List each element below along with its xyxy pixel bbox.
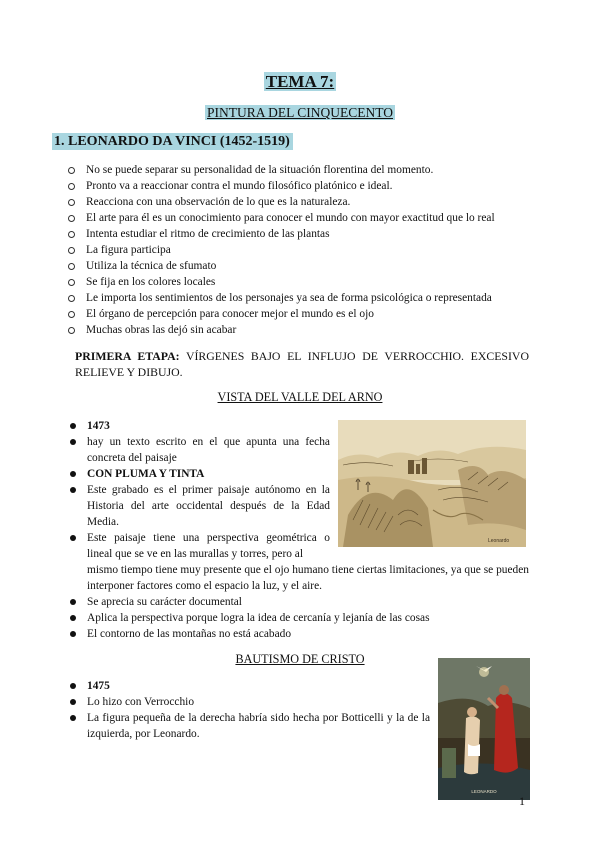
list-item: El contorno de las montañas no está acabado [68, 626, 538, 642]
baptist-head [499, 685, 509, 695]
list-item: Se aprecia su carácter documental [68, 594, 538, 610]
angel-left [442, 748, 456, 778]
list-item: 1473 [68, 418, 330, 434]
stage-paragraph [75, 348, 529, 380]
list-item: Reacciona con una observación de lo que es la naturaleza. [68, 194, 538, 210]
baptism-painting [438, 658, 530, 800]
stage-label: PRIMERA ETAPA: [75, 349, 180, 363]
page-number: 1 [519, 794, 525, 808]
painting-caption: LEONARDO [471, 789, 497, 794]
list-item: Muchas obras las dejó sin acabar [68, 322, 538, 338]
arno-bullet-list [68, 418, 330, 562]
list-item: hay un texto escrito en el que apunta una fecha concreta del paisaje [68, 434, 330, 466]
list-item: Este grabado es el primer paisaje autónomo en la Historia del arte occidental después de la Edad Media. [68, 482, 330, 530]
page-subtitle: PINTURA DEL CINQUECENTO [207, 105, 393, 120]
section-heading: 1. LEONARDO DA VINCI (1452-1519) [52, 134, 293, 150]
arno-heading: VISTA DEL VALLE DEL ARNO [217, 390, 383, 404]
list-item: La figura participa [68, 242, 538, 258]
list-item: No se puede separar su personalidad de la situación florentina del momento. [68, 162, 538, 178]
intro-bullet-list [68, 162, 538, 338]
arno-bullet-list-2 [68, 594, 538, 642]
list-item: El arte para él es un conocimiento para conocer el mundo con mayor exactitud que lo real [68, 210, 538, 226]
list-item: El órgano de percepción para conocer mejor el mundo es el ojo [68, 306, 538, 322]
list-item: Se fija en los colores locales [68, 274, 538, 290]
drawing-signature: Leonardo [488, 538, 510, 544]
arno-valley-drawing [338, 420, 526, 547]
list-item: Lo hizo con Verrocchio [68, 694, 430, 710]
stage-text: VÍRGENES BAJO EL INFLUJO DE VERROCCHIO. EXCESIVO RELIEVE Y DIBUJO. [75, 349, 529, 379]
list-item: Intenta estudiar el ritmo de crecimiento de las plantas [68, 226, 538, 242]
baptism-bullet-list [68, 678, 430, 742]
christ-head [467, 707, 477, 717]
list-item: Pronto va a reaccionar contra el mundo filosófico platónico e ideal. [68, 178, 538, 194]
landscape [438, 699, 530, 738]
list-item: Utiliza la técnica de sfumato [68, 258, 538, 274]
list-item: CON PLUMA Y TINTA [68, 466, 330, 482]
halo-light [479, 667, 489, 677]
list-item: La figura pequeña de la derecha habría sido hecha por Botticelli y la de la izquierda, por Leonardo. [68, 710, 430, 742]
list-item: Este paisaje tiene una perspectiva geométrica o lineal que se ve en las murallas y torres, pero al [68, 530, 330, 562]
baptism-heading: BAUTISMO DE CRISTO [235, 652, 365, 666]
page-title: TEMA 7: [265, 72, 335, 91]
list-item: Le importa los sentimientos de los personajes ya sea de forma psicológica o representada [68, 290, 538, 306]
list-item: 1475 [68, 678, 430, 694]
list-item: Aplica la perspectiva porque logra la idea de cercanía y lejanía de las cosas [68, 610, 538, 626]
arno-bullet-continuation: mismo tiempo tiene muy presente que el ojo humano tiene ciertas limitaciones, ya que se pueden interponer factores como el espacio la luz, y el aire. [87, 564, 529, 592]
